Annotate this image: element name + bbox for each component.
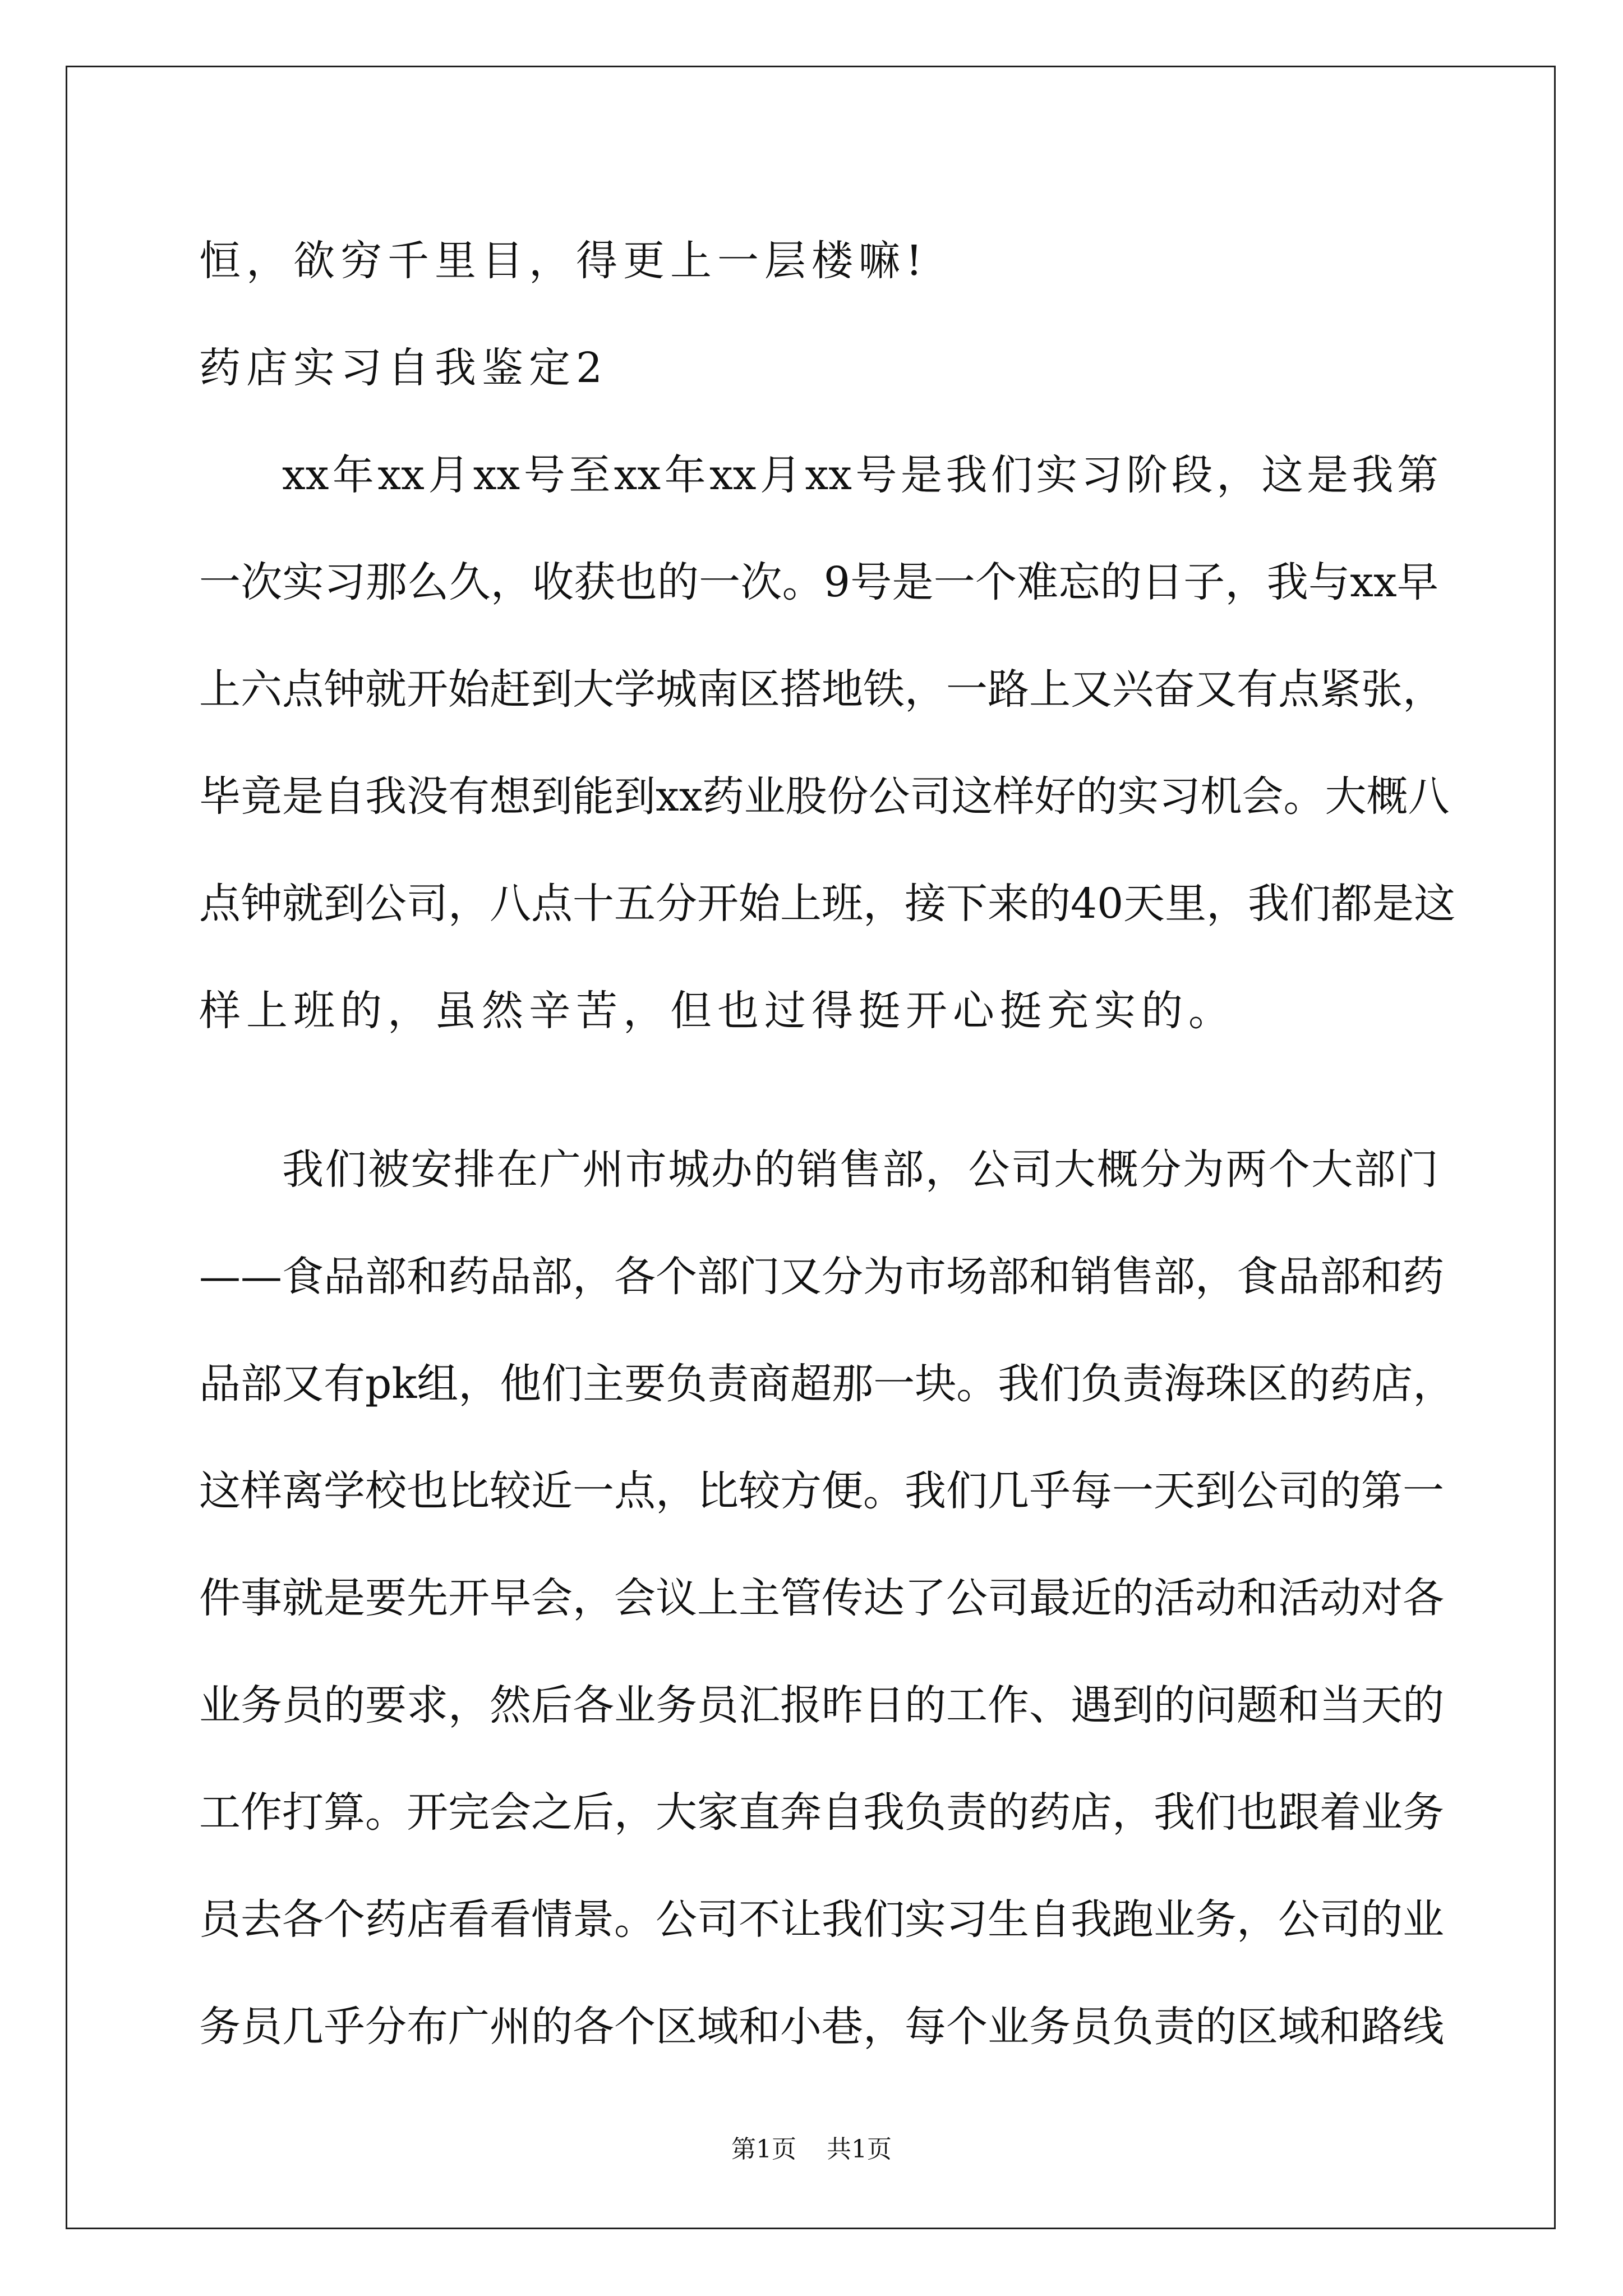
paragraph-line: 我们被安排在广州市城办的销售部，公司大概分为两个大部门 (282, 1145, 1438, 1194)
document-body (199, 208, 1456, 2081)
paragraph-line: 工作打算。开完会之后，大家直奔自我负责的药店，我们也跟着业务 (199, 1788, 1444, 1837)
page-total: 共1页 (827, 2135, 892, 2164)
paragraph-line: 件事就是要先开早会，会议上主管传达了公司最近的活动和活动对各 (199, 1574, 1444, 1622)
paragraph-gap (199, 1065, 1438, 1116)
paragraph-line: 一次实习那么久，收获也的一次。9号是一个难忘的日子，我与xx早 (199, 558, 1438, 606)
paragraph-line: 业务员的要求，然后各业务员汇报昨日的工作、遇到的问题和当天的 (199, 1681, 1444, 1729)
paragraph-line: 上六点钟就开始赶到大学城南区搭地铁，一路上又兴奋又有点紧张， (199, 665, 1444, 714)
paragraph-line: 员去各个药店看看情景。公司不让我们实习生自我跑业务，公司的业 (199, 1895, 1444, 1944)
paragraph-line: 务员几乎分布广州的各个区域和小巷，每个业务员负责的区域和路线 (199, 2003, 1444, 2051)
paragraph-line: 品部又有pk组，他们主要负责商超那一块。我们负责海珠区的药店， (199, 1360, 1455, 1408)
paragraph-line: 这样离学校也比较近一点，比较方便。我们几乎每一天到公司的第一 (199, 1467, 1444, 1515)
section-heading: 药店实习自我鉴定2 (199, 344, 608, 392)
page-number: 第1页 (731, 2135, 796, 2164)
paragraph-line: 样上班的，虽然辛苦，但也过得挺开心挺充实的。 (199, 987, 1235, 1035)
page-footer (0, 2129, 1623, 2165)
paragraph-line: xx年xx月xx号至xx年xx月xx号是我们实习阶段，这是我第 (282, 451, 1438, 499)
paragraph-line: ——食品部和药品部，各个部门又分为市场部和销售部，食品部和药 (199, 1253, 1444, 1301)
paragraph-line: 点钟就到公司，八点十五分开始上班，接下来的40天里，我们都是这 (199, 880, 1456, 928)
paragraph-line: 毕竟是自我没有想到能到xx药业股份公司这样好的实习机会。大概八 (199, 772, 1450, 821)
paragraph-line: 恒，欲穷千里目，得更上一层楼嘛! (199, 237, 928, 285)
